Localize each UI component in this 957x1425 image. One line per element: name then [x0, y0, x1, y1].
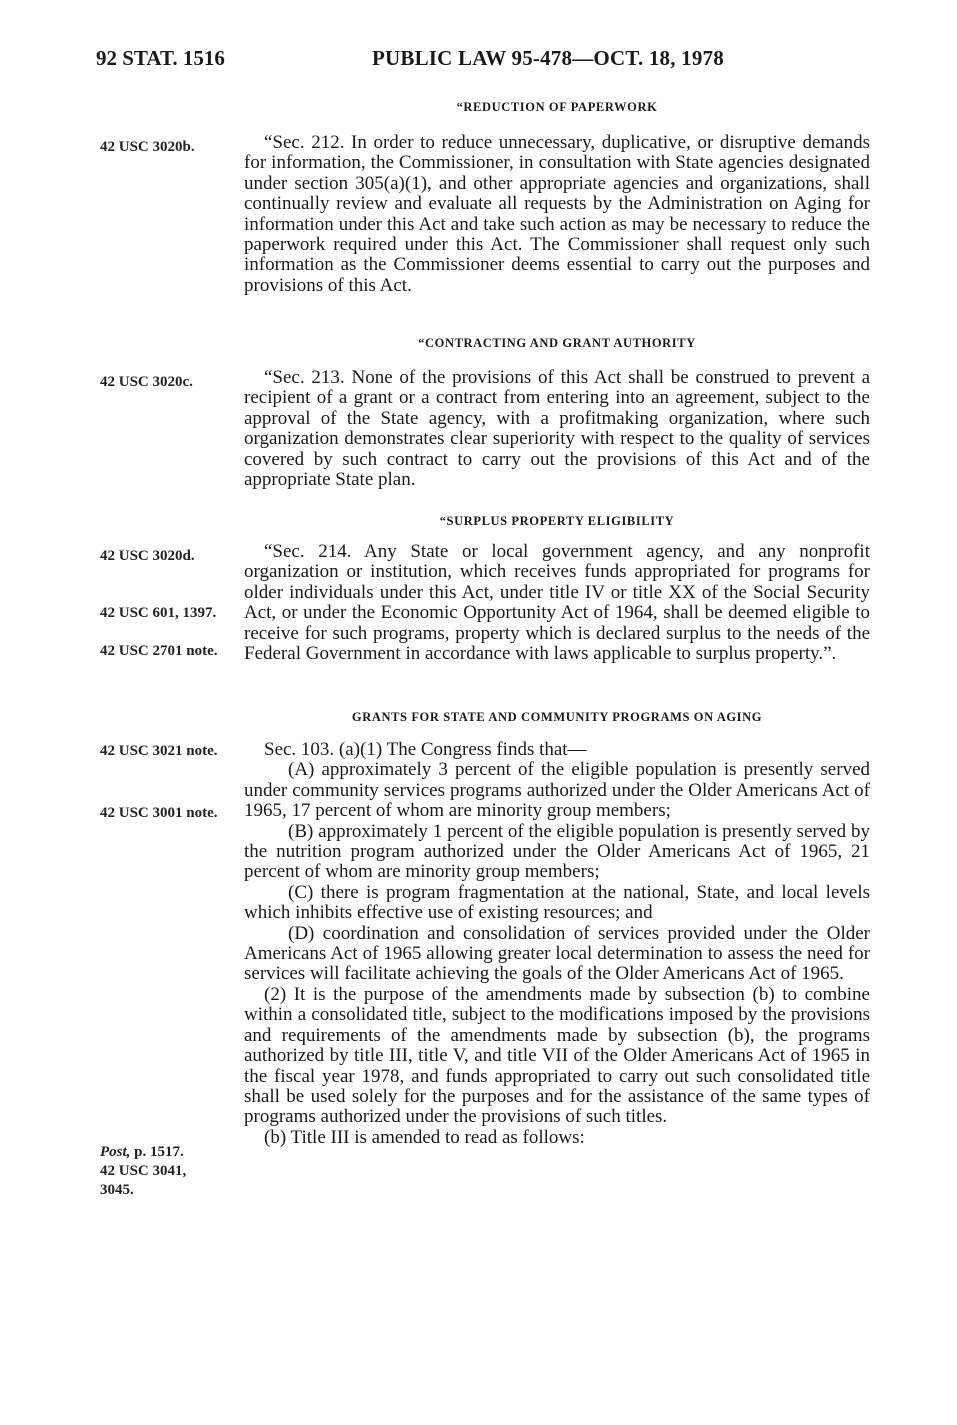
margin-note-3021: 42 USC 3021 note.: [100, 743, 218, 759]
page-number: 92 STAT. 1516: [96, 46, 225, 70]
margin-note-3020b: 42 USC 3020b.: [100, 139, 195, 155]
finding-d: (D) coordination and consolidation of services provided under the Older Americans Act of 1965 allowing greater local determination to assess the need for services will facilitate achieving the goals of the Older Americans Act of 1965.: [244, 922, 870, 985]
finding-a: (A) approximately 3 percent of the eligible population is presently served under community services programs authorized under the Older Americans Act of 1965, 17 percent of whom are minority group members;: [244, 759, 870, 822]
law-title: PUBLIC LAW 95-478—OCT. 18, 1978: [372, 46, 724, 70]
margin-note-2701: 42 USC 2701 note.: [100, 643, 218, 659]
section-103-intro: Sec. 103. (a)(1) The Congress finds that—: [264, 739, 587, 760]
section-214-body: [244, 542, 870, 664]
section-213-text: “Sec. 213. None of the provisions of this Act shall be construed to prevent a recipient of a grant or a contract from entering into an agreement, subject to the approval of the State agency, with a profitmaking organization, where such organization demonstrates clear superiority with respect to the quality of services covered by such contract to carry out the provisions of this Act and of the appropriate State plan.: [244, 367, 870, 491]
margin-note-3041: 42 USC 3041, 3045.: [100, 1163, 187, 1198]
margin-note-601-1397: 42 USC 601, 1397.: [100, 605, 217, 621]
margin-note-post-italic: Post,: [100, 1144, 131, 1160]
page-header: [96, 46, 876, 76]
section-103-heading: GRANTS FOR STATE AND COMMUNITY PROGRAMS ON AGING: [351, 710, 763, 724]
section-103-body: [244, 740, 870, 1148]
finding-c: (C) there is program fragmentation at the national, State, and local levels which inhibits effective use of existing resources; and: [244, 881, 870, 924]
section-214-text: “Sec. 214. Any State or local government agency, and any nonprofit organization or institution, which receives funds appropriated for programs for older individuals under this Act, under title IV or title XX of the Social Security Act, or under the Economic Opportunity Act of 1964, shall be deemed eligible to receive for such programs, property which is declared surplus to the needs of the Federal Government in accordance with laws applicable to surplus property.”.: [244, 541, 870, 665]
section-213-heading: “CONTRACTING AND GRANT AUTHORITY: [418, 336, 696, 350]
margin-note-3020c: 42 USC 3020c.: [100, 374, 193, 390]
margin-note-post: [100, 1143, 220, 1162]
section-212-text: “Sec. 212. In order to reduce unnecessary, duplicative, or disruptive demands for information, the Commissioner, in consultation with State agencies designated under section 305(a)(1), and other appropriate agencies and organizations, shall continually review and evaluate all requests by the Administration on Aging for information under this Act and take such action as may be necessary to reduce the paperwork required under this Act. The Commissioner shall request only such information as the Commissioner deems essential to carry out the purposes and provisions of this Act.: [244, 132, 870, 296]
finding-b: (B) approximately 1 percent of the eligible population is presently served by the nutrition program authorized under the Older Americans Act of 1965, 21 percent of whom are minority group members;: [244, 820, 870, 883]
section-214-heading: “SURPLUS PROPERTY ELIGIBILITY: [439, 514, 675, 528]
margin-note-3001: 42 USC 3001 note.: [100, 805, 218, 821]
section-213-body: [244, 368, 870, 490]
subsection-b: (b) Title III is amended to read as follows:: [264, 1126, 585, 1148]
purpose-paragraph: (2) It is the purpose of the amendments made by subsection (b) to combine within a consolidated title, subject to the modifications imposed by the provisions and requirements of the amendments made by subsection (b), the programs authorized by title III, title V, and title VII of the Older Americans Act of 1965 in the fiscal year 1978, and funds appropriated to carry out such consolidated title shall be used solely for the purposes and for the assistance of the same types of programs authorized under the provisions of such titles.: [244, 983, 870, 1128]
margin-note-post-page: p. 1517.: [130, 1144, 184, 1160]
section-212-body: [244, 133, 870, 296]
margin-note-3020d: 42 USC 3020d.: [100, 548, 195, 564]
section-212-heading: “REDUCTION OF PAPERWORK: [456, 100, 658, 114]
